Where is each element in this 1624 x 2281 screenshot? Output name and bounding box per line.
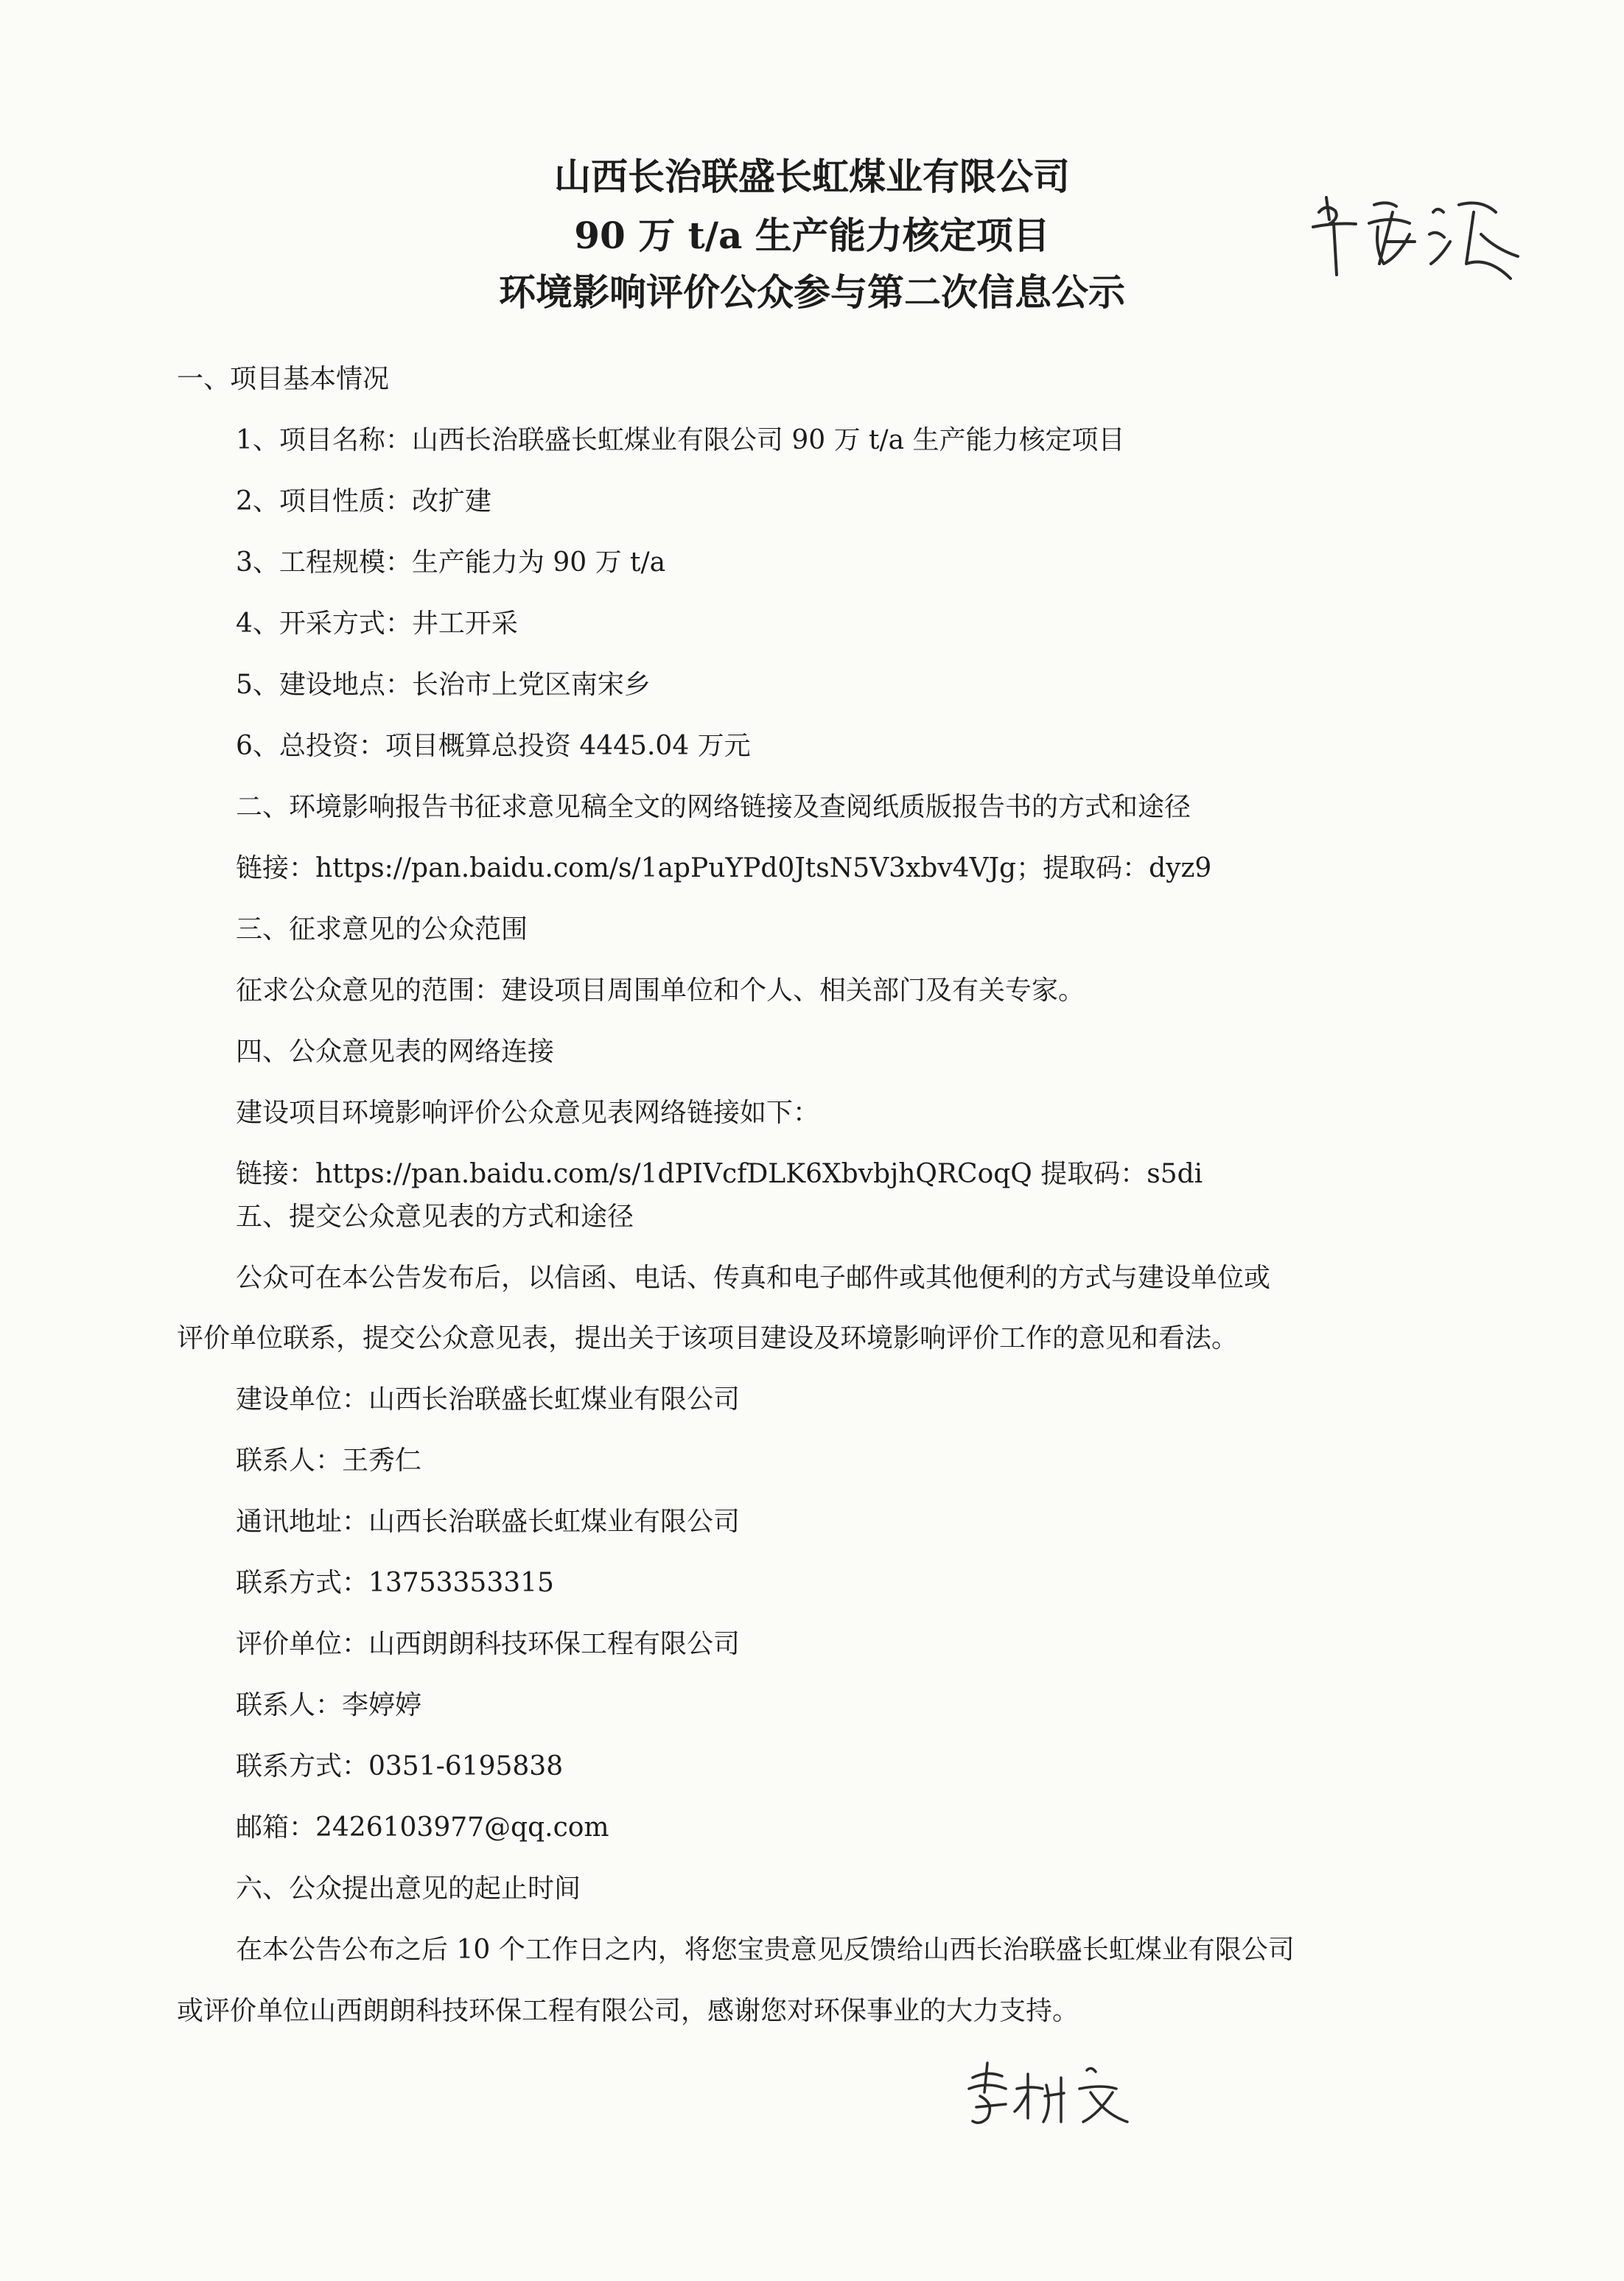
opinion-form-intro: 建设项目环境影响评价公众意见表网络链接如下： xyxy=(236,1098,820,1128)
section-4-heading: 四、公众意见表的网络连接 xyxy=(236,1037,555,1067)
submission-paragraph-line1: 公众可在本公告发布后，以信函、电话、传真和电子邮件或其他便利的方式与建设单位或 xyxy=(236,1263,1271,1293)
section-1-heading: 一、项目基本情况 xyxy=(177,364,390,394)
opinion-form-link[interactable]: 链接：https://pan.baidu.com/s/1dPIVcfDLK6XbvbjhQRCoqQ 提取码：s5di xyxy=(236,1159,1203,1189)
section-3-heading: 三、征求意见的公众范围 xyxy=(236,914,528,945)
project-nature-item: 2、项目性质：改扩建 xyxy=(236,486,491,516)
section-5-heading: 五、提交公众意见表的方式和途径 xyxy=(236,1202,634,1232)
submission-paragraph-line2: 评价单位联系，提交公众意见表，提出关于该项目建设及环境影响评价工作的意见和看法。 xyxy=(177,1323,1239,1353)
report-download-link[interactable]: 链接：https://pan.baidu.com/s/1apPuYPd0JtsN5V3xbv4VJg；提取码：dyz9 xyxy=(236,853,1212,883)
project-scale-item: 3、工程规模：生产能力为 90 万 t/a xyxy=(236,547,666,578)
signature-bottom-handwriting xyxy=(958,2056,1149,2137)
builder-unit: 建设单位：山西长治联盛长虹煤业有限公司 xyxy=(236,1384,741,1415)
signature-top xyxy=(1304,183,1547,293)
project-location-item: 5、建设地点：长治市上党区南宋乡 xyxy=(236,670,651,700)
document-title-project: 90 万 t/a 生产能力核定项目 xyxy=(574,214,1050,257)
builder-contact-person: 联系人：王秀仁 xyxy=(236,1446,422,1476)
evaluator-phone: 联系方式：0351-6195838 xyxy=(236,1751,564,1781)
evaluator-contact-person: 联系人：李婷婷 xyxy=(236,1690,422,1720)
signature-bottom xyxy=(958,2056,1149,2137)
signature-top-handwriting xyxy=(1304,183,1547,293)
evaluator-email: 邮箱：2426103977@qq.com xyxy=(236,1812,609,1843)
deadline-paragraph-line1: 在本公告公布之后 10 个工作日之内，将您宝贵意见反馈给山西长治联盛长虹煤业有限公司 xyxy=(236,1935,1295,1965)
project-name-item: 1、项目名称：山西长治联盛长虹煤业有限公司 90 万 t/a 生产能力核定项目 xyxy=(236,425,1125,455)
document-title-company: 山西长治联盛长虹煤业有限公司 xyxy=(554,155,1070,198)
document-title-notice: 环境影响评价公众参与第二次信息公示 xyxy=(499,270,1125,314)
mining-method-item: 4、开采方式：井工开采 xyxy=(236,609,518,639)
builder-phone: 联系方式：13753353315 xyxy=(236,1568,554,1598)
deadline-paragraph-line2: 或评价单位山西朗朗科技环保工程有限公司，感谢您对环保事业的大力支持。 xyxy=(177,1996,1079,2026)
section-2-heading: 二、环境影响报告书征求意见稿全文的网络链接及查阅纸质版报告书的方式和途径 xyxy=(236,792,1191,822)
builder-address: 通讯地址：山西长治联盛长虹煤业有限公司 xyxy=(236,1507,741,1537)
total-investment-item: 6、总投资：项目概算总投资 4445.04 万元 xyxy=(236,731,751,761)
evaluator-unit: 评价单位：山西朗朗科技环保工程有限公司 xyxy=(236,1629,741,1659)
section-6-heading: 六、公众提出意见的起止时间 xyxy=(236,1874,581,1904)
public-scope-text: 征求公众意见的范围：建设项目周围单位和个人、相关部门及有关专家。 xyxy=(236,975,1085,1006)
